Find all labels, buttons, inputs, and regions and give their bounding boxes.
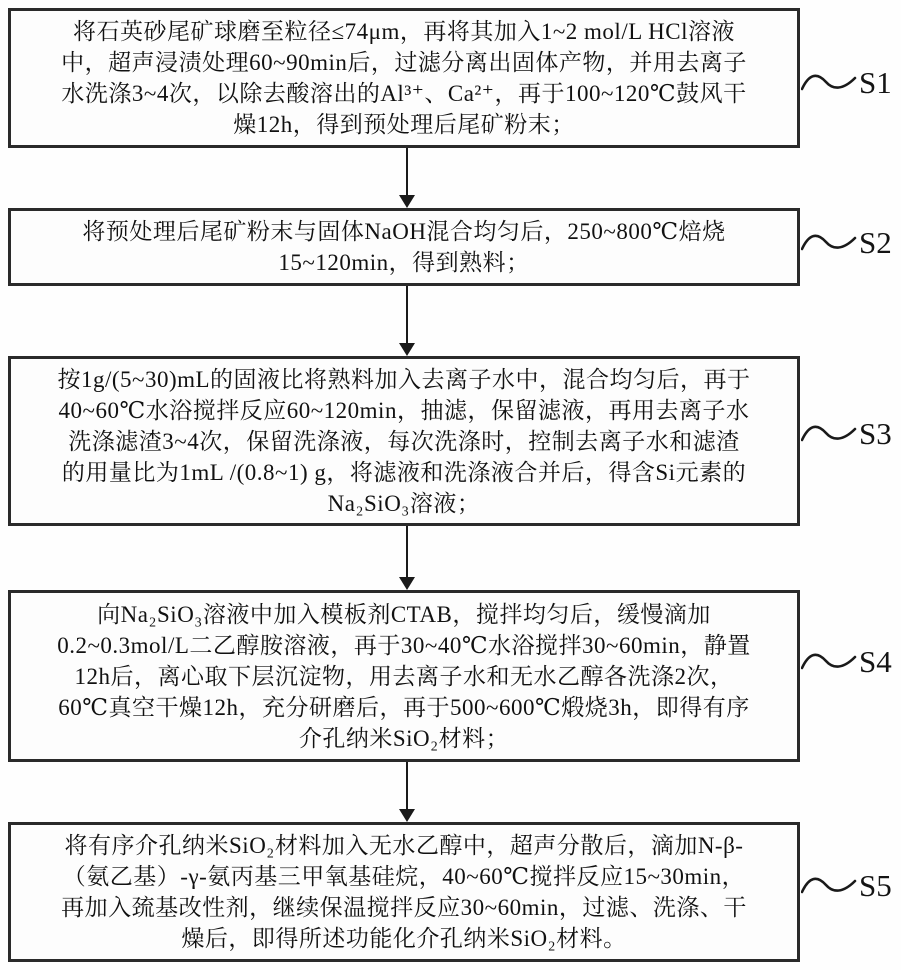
step-text-line: 40~60℃水浴搅拌反应60~120min，抽滤，保留滤液，再用去离子水 (58, 397, 750, 423)
squiggle-connector-icon (801, 648, 857, 674)
step-text-line: 中，超声浸渍处理60~90min后，过滤分离出固体产物，并用去离子 (61, 50, 747, 75)
arrow-head-icon (399, 195, 415, 208)
squiggle-connector-icon (801, 872, 857, 898)
squiggle-connector-icon (801, 229, 857, 255)
step-text-line: 按1g/(5~30)mL的固液比将熟料加入去离子水中，混合均匀后，再于 (57, 366, 751, 392)
step-box-s3 (8, 356, 800, 526)
step-text-line: 60℃真空干燥12h，充分研磨后，再于500~600℃煅烧3h，即得有序 (58, 694, 750, 720)
step-text-line: 再加入巯基改性剂，继续保温搅拌反应30~60min，过滤、洗涤、干 (61, 895, 747, 920)
step-text-line: 洗涤滤渣3~4次，保留洗涤液，每次洗涤时，控制去离子水和滤渣 (68, 428, 740, 454)
step-label-text: S4 (859, 643, 892, 679)
arrow-shaft (406, 286, 408, 344)
step-label-text: S2 (859, 224, 892, 260)
step-label-s2 (801, 220, 899, 264)
step-text-line: 15~120min，得到熟料； (278, 250, 530, 275)
step-label-s4 (801, 639, 899, 683)
arrow-shaft (406, 526, 408, 578)
squiggle-connector-icon (801, 420, 857, 446)
step-text-line: Na₂SiO₃溶液； (327, 490, 481, 516)
arrow-head-icon (399, 809, 415, 822)
flow-arrow-s4-s5 (398, 762, 416, 822)
step-label-s1 (801, 60, 899, 104)
step-text-line: 将有序介孔纳米SiO₂材料加入无水乙醇中，超声分散后，滴加N-β- (64, 833, 744, 858)
arrow-shaft (406, 148, 408, 196)
step-box-s5 (8, 822, 800, 962)
step-label-s5 (801, 863, 899, 907)
step-text-line: 介孔纳米SiO₂材料； (298, 725, 510, 751)
step-box-s4 (8, 590, 800, 762)
squiggle-connector-icon (801, 69, 857, 95)
arrow-shaft (406, 762, 408, 810)
step-text-line: 水洗涤3~4次，以除去酸溶出的Al³⁺、Ca²⁺，再于100~120℃鼓风干 (61, 81, 747, 106)
step-text-line: 的用量比为1mL /(0.8~1) g，将滤液和洗涤液合并后，得含Si元素的 (61, 459, 747, 485)
step-text-line: 燥后，即得所述功能化介孔纳米SiO₂材料。 (181, 926, 627, 951)
step-text-line: 12h后，离心取下层沉淀物，用去离子水和无水乙醇各洗涤2次， (74, 663, 734, 689)
step-box-s2 (8, 208, 800, 286)
step-label-s3 (801, 411, 899, 455)
step-text-line: 燥12h，得到预处理后尾矿粉末； (233, 112, 575, 137)
step-label-text: S5 (859, 867, 892, 903)
flow-arrow-s3-s4 (398, 526, 416, 590)
flow-arrow-s1-s2 (398, 148, 416, 208)
step-label-text: S1 (859, 64, 892, 100)
step-text-line: （氨乙基）-γ-氨丙基三甲氧基硅烷，40~60℃搅拌反应15~30min， (62, 864, 746, 889)
step-text-line: 向Na₂SiO₃溶液中加入模板剂CTAB，搅拌均匀后，缓慢滴加 (97, 601, 711, 627)
step-text-line: 将预处理后尾矿粉末与固体NaOH混合均匀后，250~800℃焙烧 (82, 219, 726, 244)
flow-arrow-s2-s3 (398, 286, 416, 356)
arrow-head-icon (399, 343, 415, 356)
step-text-line: 0.2~0.3mol/L二乙醇胺溶液，再于30~40℃水浴搅拌30~60min，静置 (57, 632, 751, 658)
step-text-line: 将石英砂尾矿球磨至粒径≤74μm，再将其加入1~2 mol/L HCl溶液 (73, 19, 735, 44)
step-label-text: S3 (859, 415, 892, 451)
step-box-s1 (8, 8, 800, 148)
arrow-head-icon (399, 577, 415, 590)
